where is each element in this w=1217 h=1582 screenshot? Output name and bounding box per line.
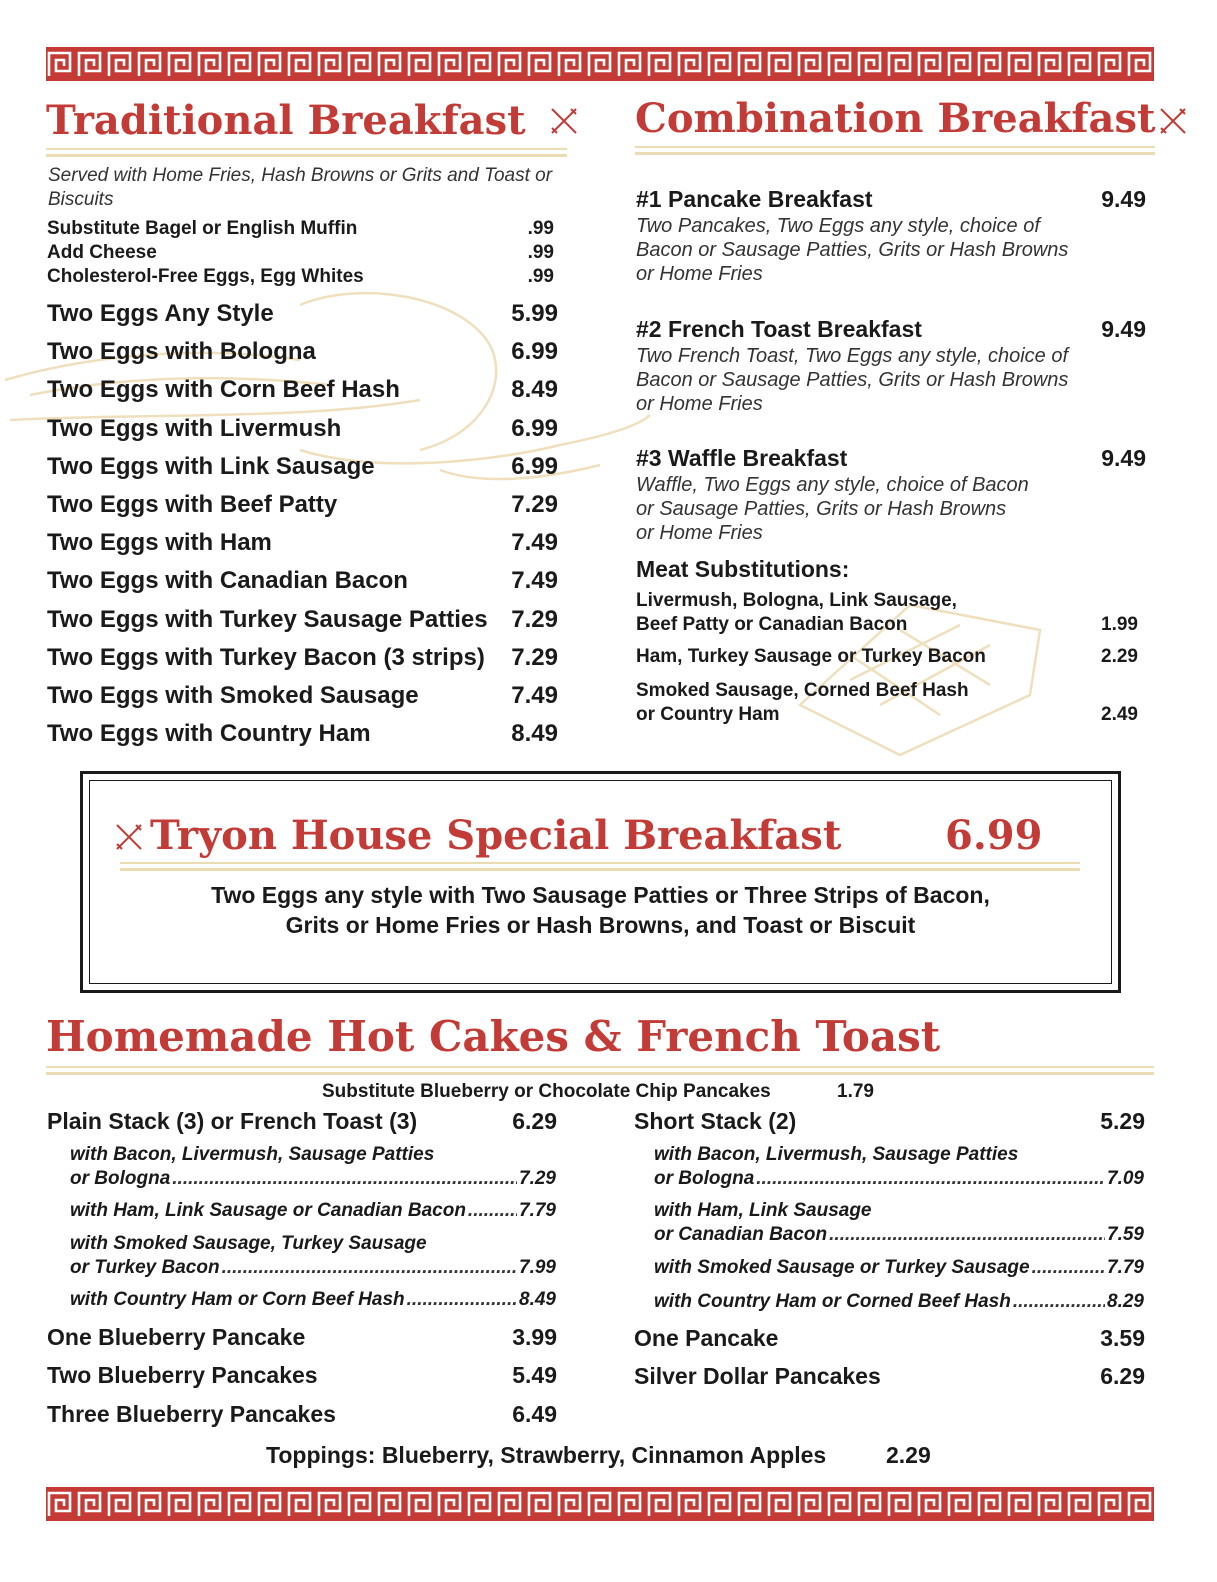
traditional-item-price: 7.49 (511, 567, 558, 595)
addon-item (47, 266, 554, 288)
traditional-item (47, 720, 558, 748)
combo-item-label: #1 Pancake Breakfast (636, 186, 873, 212)
option-text: with Bacon, Livermush, Sausage Patties (654, 1144, 1019, 1165)
addon-item-price: .99 (527, 218, 554, 239)
combo-item (636, 316, 1146, 343)
traditional-item-price: 8.49 (511, 720, 558, 748)
option-label: with Country Ham or Corned Beef Hash (654, 1291, 1011, 1312)
addon-item-price: .99 (527, 242, 554, 263)
option-row (70, 1168, 556, 1190)
substitute-pancakes-label: Substitute Blueberry or Chocolate Chip Pancakes (322, 1081, 771, 1102)
leader-dots (756, 1168, 1105, 1190)
combo-item-desc: Bacon or Sausage Patties, Grits or Hash Browns (636, 239, 1069, 261)
left-pancake-item-label: Three Blueberry Pancakes (47, 1401, 336, 1427)
traditional-item (47, 567, 558, 595)
waffle-sketch (790, 585, 1060, 765)
special-title-underline (120, 862, 1080, 871)
traditional-item-price: 7.49 (511, 682, 558, 709)
right-pancake-item-price: 3.59 (1100, 1325, 1145, 1351)
option-label: with Ham, Link Sausage or Canadian Bacon (70, 1200, 466, 1221)
fork-knife-icon (114, 822, 144, 852)
option-price: 7.29 (519, 1168, 556, 1189)
combo-item-desc: Bacon or Sausage Patties, Grits or Hash Browns (636, 369, 1069, 391)
left-main-item-label: Plain Stack (3) or French Toast (3) (47, 1108, 418, 1134)
traditional-item-label: Two Eggs Any Style (47, 300, 274, 327)
option-label: or Bologna (654, 1168, 755, 1189)
addon-item (47, 218, 554, 240)
traditional-item-label: Two Eggs with Country Ham (47, 720, 371, 748)
left-pancake-item (47, 1362, 557, 1389)
option-price: 7.59 (1107, 1224, 1144, 1245)
left-main-item (47, 1108, 557, 1135)
top-greek-key-border (46, 47, 1154, 81)
combo-item-desc: or Home Fries (636, 522, 763, 544)
combo-item (636, 445, 1146, 472)
traditional-item (47, 300, 558, 328)
option-price: 7.99 (519, 1257, 556, 1278)
left-pancake-item (47, 1401, 557, 1428)
option-text: with Bacon, Livermush, Sausage Patties (70, 1144, 435, 1165)
special-desc-line-2: Grits or Home Fries or Hash Browns, and Toast or Biscuit (285, 912, 916, 938)
traditional-item-label: Two Eggs with Livermush (47, 414, 342, 442)
right-pancake-item (634, 1325, 1145, 1352)
toppings-price: 2.29 (886, 1442, 931, 1468)
traditional-item-price: 6.99 (511, 414, 558, 442)
combo-item-label: #2 French Toast Breakfast (636, 316, 922, 342)
traditional-item (47, 529, 558, 557)
bottom-greek-key-border (46, 1487, 1154, 1521)
combo-item-desc: Waffle, Two Eggs any style, choice of Bacon (636, 474, 1029, 496)
left-pancake-item-price: 6.49 (512, 1401, 557, 1427)
fork-knife-icon (549, 106, 579, 136)
traditional-item-price: 7.29 (511, 491, 558, 518)
option-label: or Bologna (70, 1168, 171, 1189)
option-row (70, 1200, 556, 1222)
leader-dots (468, 1200, 517, 1222)
meat-sub-price: 2.29 (1101, 646, 1138, 667)
traditional-item-label: Two Eggs with Bologna (47, 338, 316, 366)
option-row (654, 1168, 1144, 1190)
leader-dots (1013, 1291, 1105, 1313)
right-main-item-label: Short Stack (2) (634, 1108, 797, 1134)
traditional-item-label: Two Eggs with Turkey Sausage Patties (47, 605, 488, 633)
option-price: 7.79 (519, 1200, 556, 1221)
meat-sub-text: Livermush, Bologna, Link Sausage, (636, 590, 957, 611)
toppings-label: Toppings: Blueberry, Strawberry, Cinnamon Apples (266, 1442, 827, 1468)
option-row (654, 1224, 1144, 1246)
option-row (70, 1257, 556, 1279)
leader-dots (407, 1289, 517, 1311)
hotcakes-title: Homemade Hot Cakes & French Toast (46, 1012, 941, 1061)
meat-sub-price: 2.49 (1101, 704, 1138, 725)
traditional-item (47, 338, 558, 366)
left-pancake-item (47, 1324, 557, 1351)
leader-dots (829, 1224, 1105, 1246)
traditional-item (47, 682, 558, 710)
traditional-item (47, 491, 558, 519)
traditional-item-price: 7.29 (511, 605, 558, 633)
traditional-item-price: 7.29 (511, 643, 558, 671)
fork-knife-icon (1158, 106, 1188, 136)
addon-item (47, 242, 554, 264)
option-price: 7.09 (1107, 1168, 1144, 1189)
right-pancake-item-label: Silver Dollar Pancakes (634, 1363, 881, 1389)
traditional-item (47, 415, 558, 443)
left-pancake-item-label: One Blueberry Pancake (47, 1324, 306, 1350)
combo-item-desc: Two Pancakes, Two Eggs any style, choice of (636, 215, 1040, 237)
option-price: 8.49 (519, 1289, 556, 1310)
option-text: with Smoked Sausage, Turkey Sausage (70, 1233, 427, 1254)
right-pancake-item-price: 6.29 (1100, 1363, 1145, 1389)
leader-dots (1032, 1257, 1105, 1279)
traditional-title-underline (46, 148, 567, 157)
hotcakes-title-underline (46, 1066, 1154, 1075)
left-main-item-price: 6.29 (512, 1108, 557, 1134)
combo-item-desc: Two French Toast, Two Eggs any style, choice of (636, 345, 1069, 367)
traditional-item (47, 453, 558, 481)
traditional-item (47, 606, 558, 634)
addon-item-label: Cholesterol-Free Eggs, Egg Whites (47, 266, 364, 287)
combo-item-desc: or Sausage Patties, Grits or Hash Browns (636, 498, 1007, 520)
traditional-served-with: Served with Home Fries, Hash Browns or Grits and Toast or Biscuits (48, 165, 553, 210)
combo-item-price: 9.49 (1101, 445, 1146, 471)
traditional-item-label: Two Eggs with Link Sausage (47, 452, 375, 480)
special-breakfast-title: Tryon House Special Breakfast (150, 812, 842, 859)
option-label: with Country Ham or Corn Beef Hash (70, 1289, 405, 1310)
option-label: with Smoked Sausage or Turkey Sausage (654, 1257, 1030, 1278)
meat-sub-price: 1.99 (1101, 614, 1138, 635)
special-breakfast-price: 6.99 (945, 812, 1043, 859)
option-text: with Ham, Link Sausage (654, 1200, 872, 1221)
traditional-item (47, 376, 558, 404)
option-label: or Turkey Bacon (70, 1257, 220, 1278)
traditional-item-label: Two Eggs with Ham (47, 529, 272, 557)
left-pancake-item-price: 5.49 (512, 1362, 557, 1388)
meat-sub-text: or Country Ham (636, 704, 780, 725)
special-desc-line-1: Two Eggs any style with Two Sausage Patties or Three Strips of Bacon, (211, 882, 990, 908)
leader-dots (222, 1257, 517, 1279)
traditional-item-label: Two Eggs with Corn Beef Hash (47, 376, 400, 404)
traditional-item-price: 6.99 (511, 338, 558, 366)
right-pancake-item (634, 1363, 1145, 1390)
option-row (70, 1289, 556, 1311)
traditional-item-label: Two Eggs with Smoked Sausage (47, 682, 419, 709)
right-main-item-price: 5.29 (1100, 1108, 1145, 1134)
traditional-item-label: Two Eggs with Canadian Bacon (47, 567, 408, 595)
combo-item-label: #3 Waffle Breakfast (636, 445, 848, 471)
meat-sub-text: Ham, Turkey Sausage or Turkey Bacon (636, 646, 986, 667)
leader-dots (172, 1168, 517, 1190)
combo-item-desc: or Home Fries (636, 263, 763, 285)
meat-sub-text: Beef Patty or Canadian Bacon (636, 614, 908, 635)
option-row (654, 1291, 1144, 1313)
combo-item-price: 9.49 (1101, 316, 1146, 342)
addon-item-label: Substitute Bagel or English Muffin (47, 218, 358, 239)
meat-sub-text: Smoked Sausage, Corned Beef Hash (636, 680, 969, 701)
combo-item-price: 9.49 (1101, 186, 1146, 212)
option-label: or Canadian Bacon (654, 1224, 828, 1245)
meat-substitutions-heading: Meat Substitutions: (636, 556, 850, 582)
right-pancake-item-label: One Pancake (634, 1325, 779, 1351)
traditional-item-label: Two Eggs with Turkey Bacon (3 strips) (47, 643, 485, 671)
option-row (654, 1257, 1144, 1279)
left-pancake-item-label: Two Blueberry Pancakes (47, 1362, 318, 1388)
traditional-item-price: 8.49 (511, 376, 558, 404)
traditional-breakfast-title: Traditional Breakfast (46, 97, 526, 144)
traditional-item (47, 644, 558, 672)
traditional-item-price: 7.49 (511, 529, 558, 557)
substitute-pancakes-price: 1.79 (837, 1081, 874, 1102)
traditional-item-price: 5.99 (511, 300, 558, 327)
left-pancake-item-price: 3.99 (512, 1324, 557, 1350)
traditional-item-price: 6.99 (511, 452, 558, 480)
option-price: 8.29 (1107, 1291, 1144, 1312)
addon-item-price: .99 (527, 266, 554, 287)
combo-item (636, 186, 1146, 213)
addon-item-label: Add Cheese (47, 242, 157, 263)
combination-breakfast-title: Combination Breakfast (635, 95, 1156, 142)
combination-title-underline (635, 146, 1155, 155)
traditional-item-label: Two Eggs with Beef Patty (47, 491, 338, 518)
combo-item-desc: or Home Fries (636, 393, 763, 415)
option-price: 7.79 (1107, 1257, 1144, 1278)
right-main-item (634, 1108, 1145, 1135)
